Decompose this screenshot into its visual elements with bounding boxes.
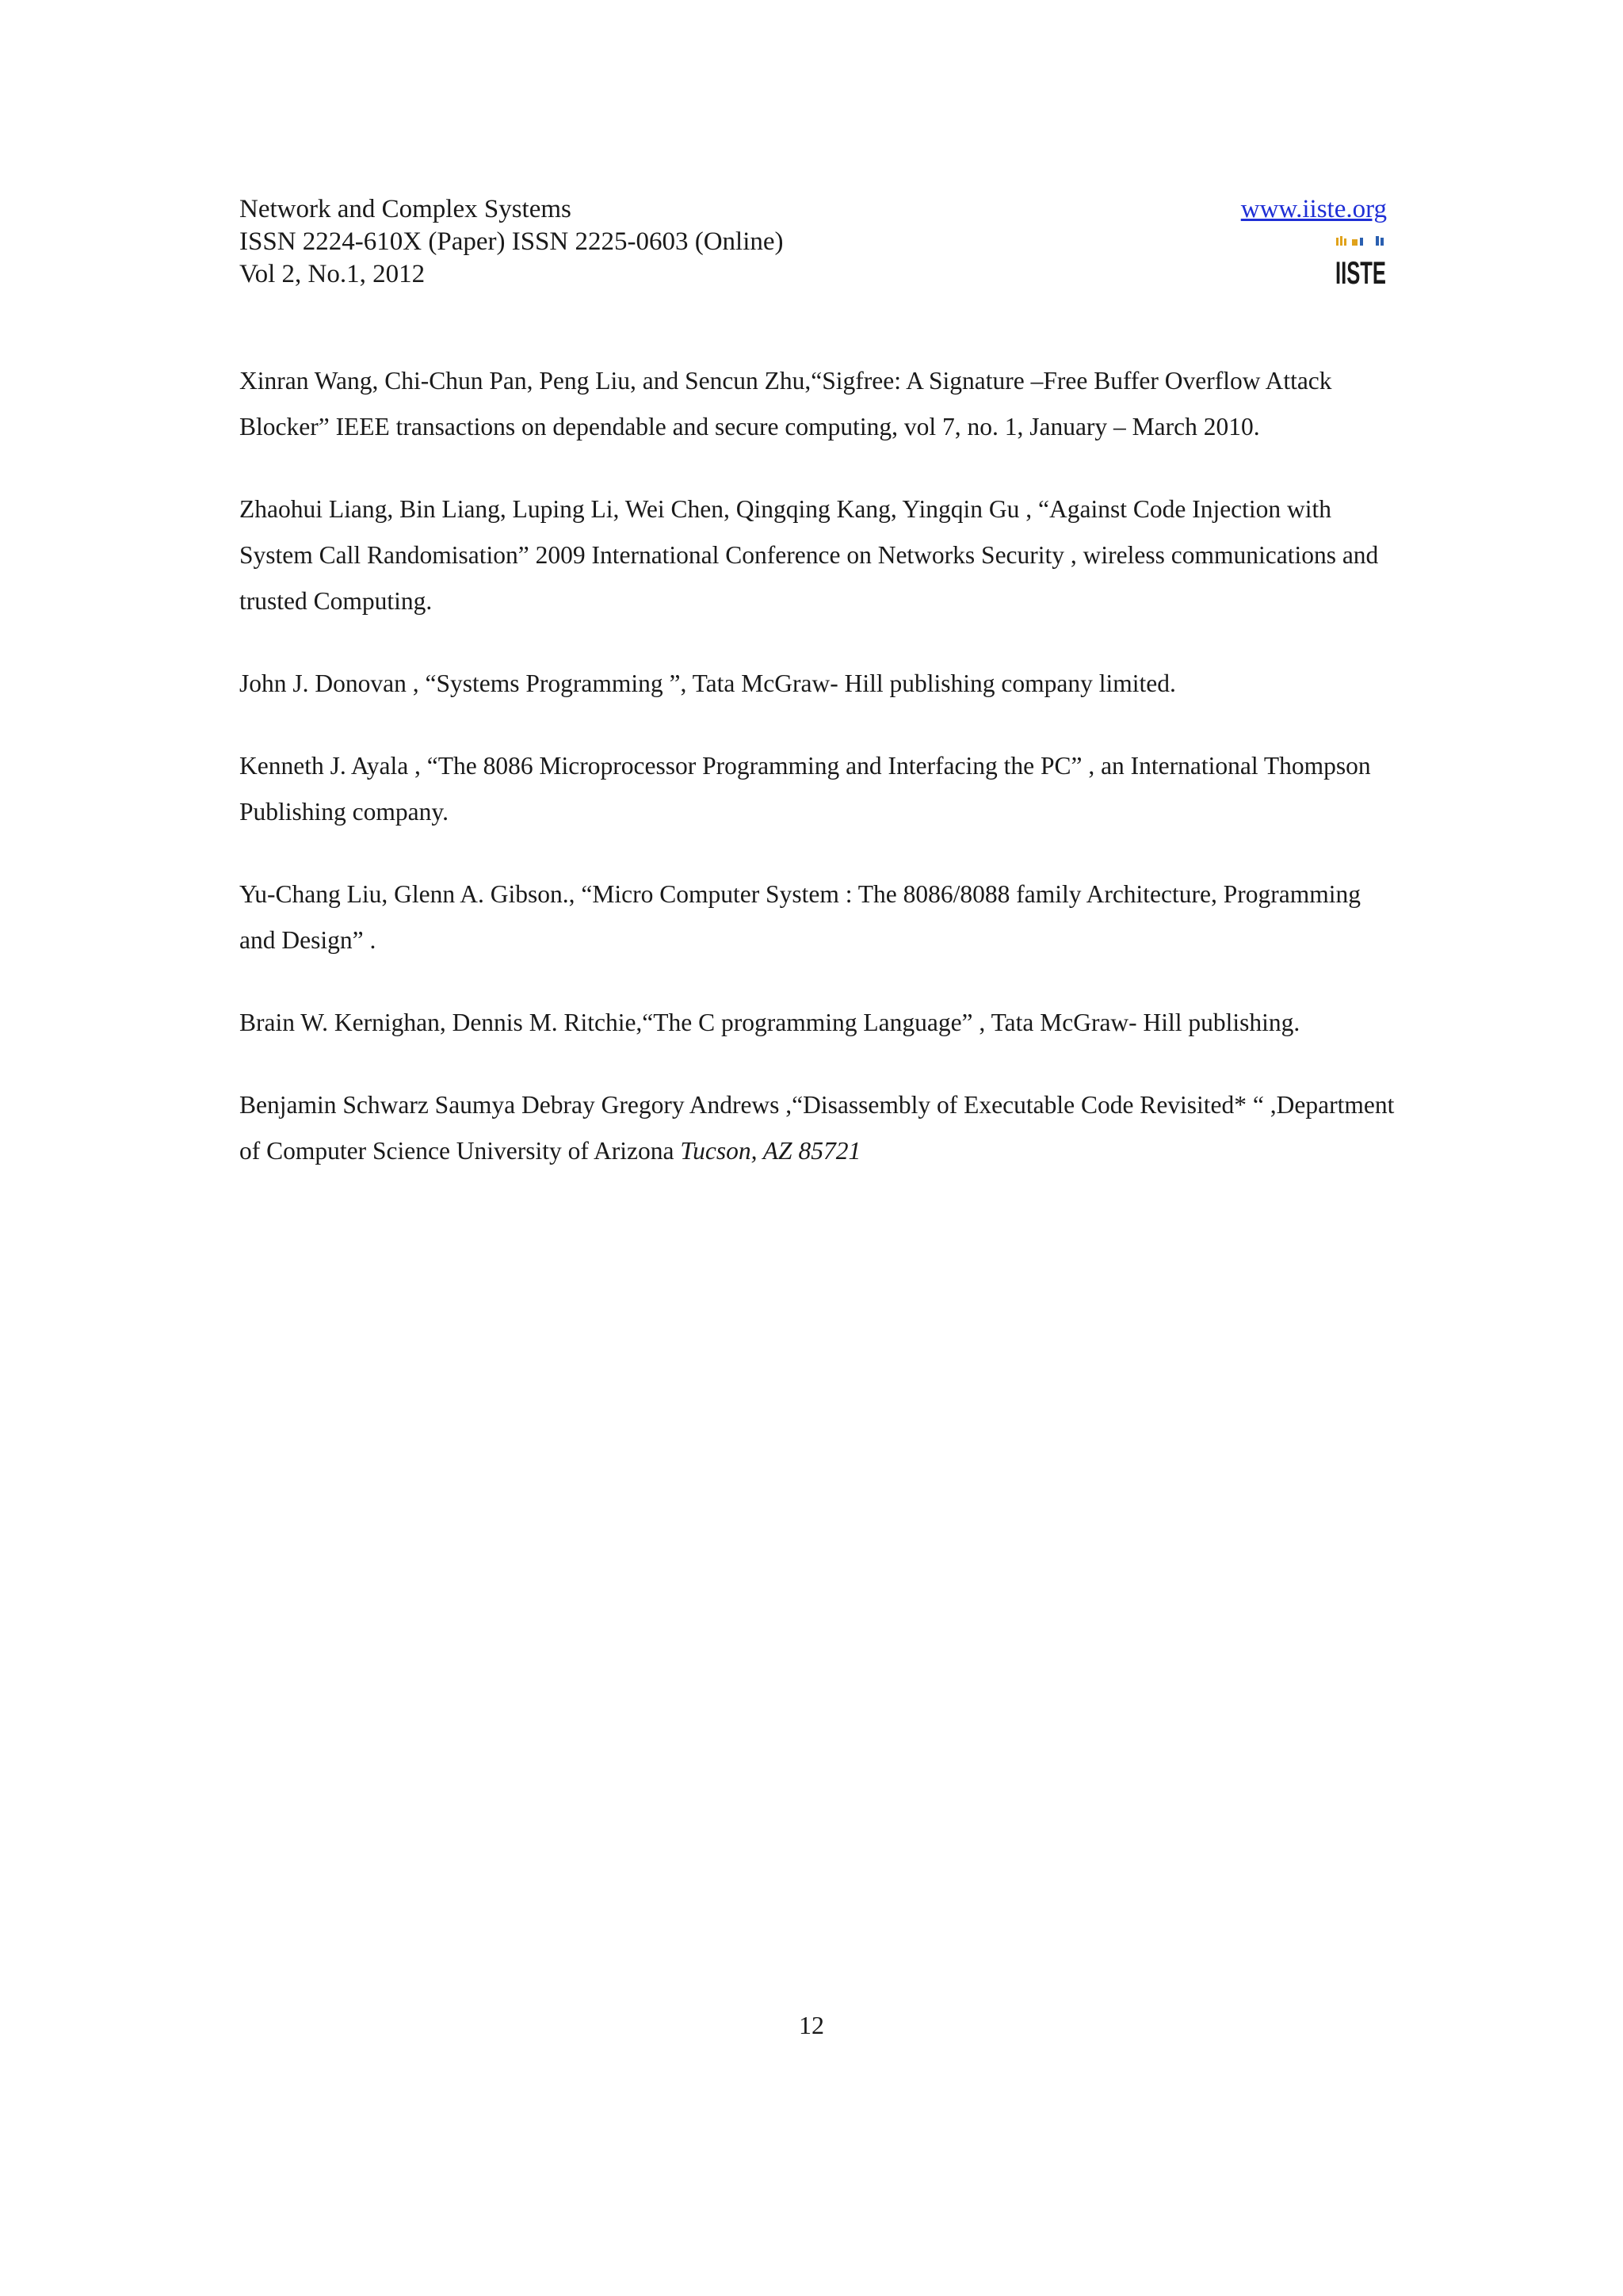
page-number: 12 xyxy=(799,2011,824,2039)
volume-line: Vol 2, No.1, 2012 xyxy=(239,260,426,288)
reference-list xyxy=(239,358,1396,1211)
reference-text: Xinran Wang, Chi-Chun Pan, Peng Liu, and Sencun Zhu,“Sigfree: A Signature –Free Buffer Overflow Attack Blocker” IEEE transactions on dependable and secure computing, vol 7, no. 1, January – March 2010. xyxy=(239,367,1332,441)
reference-item xyxy=(239,871,1396,963)
website-link[interactable]: www.iiste.org xyxy=(1240,195,1387,223)
reference-item xyxy=(239,358,1396,450)
reference-text: Kenneth J. Ayala , “The 8086 Microprocessor Programming and Interfacing the PC” , an International Thompson Publishing company. xyxy=(239,752,1371,826)
issn-line: ISSN 2224-610X (Paper) ISSN 2225-0603 (Online) xyxy=(239,227,784,256)
reference-item xyxy=(239,1082,1396,1174)
reference-item xyxy=(239,1000,1396,1046)
reference-item xyxy=(239,661,1396,707)
iiste-logo xyxy=(1335,235,1387,291)
reference-item xyxy=(239,743,1396,835)
journal-header xyxy=(239,193,784,291)
reference-text: Brain W. Kernighan, Dennis M. Ritchie,“The C programming Language” , Tata McGraw- Hill publishing. xyxy=(239,1009,1300,1036)
reference-location-italic: Tucson, AZ 85721 xyxy=(680,1137,861,1165)
reference-item xyxy=(239,486,1396,624)
reference-text: John J. Donovan , “Systems Programming ”, Tata McGraw- Hill publishing company limited. xyxy=(239,669,1176,697)
reference-text: Zhaohui Liang, Bin Liang, Luping Li, Wei Chen, Qingqing Kang, Yingqin Gu , “Against Code Injection with System Call Randomisation” 2009 International Conference on Networks Security , wireless communications and trusted Computing. xyxy=(239,495,1379,615)
reference-text: Benjamin Schwarz Saumya Debray Gregory Andrews ,“Disassembly of Executable Code Revisited* “ ,Department of Computer Science University of Arizona xyxy=(239,1091,1395,1165)
svg-text:IISTE: IISTE xyxy=(1335,256,1386,291)
journal-title: Network and Complex Systems xyxy=(239,195,571,223)
reference-text: Yu-Chang Liu, Glenn A. Gibson., “Micro Computer System : The 8086/8088 family Architecture, Programming and Design” . xyxy=(239,880,1361,954)
